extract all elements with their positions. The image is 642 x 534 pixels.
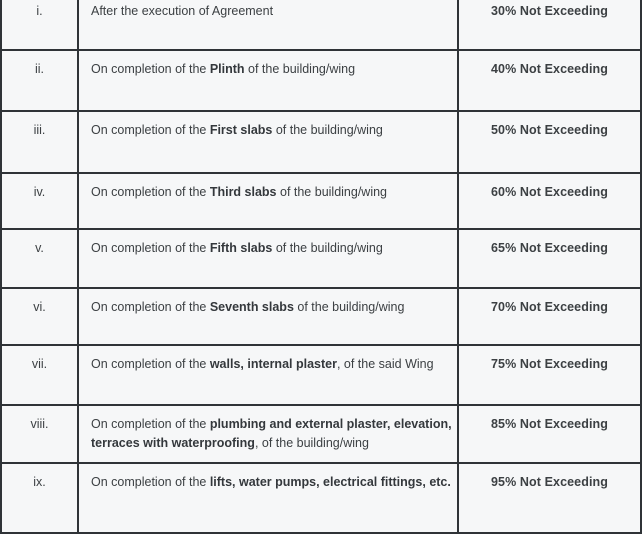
row-numeral: v.: [1, 229, 78, 288]
milestone-text: , of the building/wing: [254, 435, 369, 450]
table-row: [1, 173, 641, 229]
payment-percentage: 50% Not Exceeding: [458, 111, 641, 173]
table-row: [1, 288, 641, 345]
milestone-description: [78, 345, 458, 405]
table-row: [1, 111, 641, 173]
milestone-text: On completion of the: [91, 185, 210, 199]
milestone-bold-text: terraces with waterproofing: [91, 435, 255, 450]
milestone-text: of the building/wing: [272, 241, 383, 255]
milestone-description: [78, 405, 458, 463]
row-numeral: iv.: [1, 173, 78, 229]
table-row: [1, 463, 641, 533]
milestone-text: On completion of the: [91, 241, 210, 255]
payment-percentage: 70% Not Exceeding: [458, 288, 641, 345]
milestone-bold-text: Third slabs: [209, 185, 277, 199]
milestone-line: [91, 298, 453, 317]
milestone-text: On completion of the: [91, 300, 210, 314]
milestone-text: On completion of the: [91, 62, 210, 76]
milestone-line: [91, 355, 453, 374]
milestone-bold-text: First slabs: [209, 123, 273, 137]
milestone-line: [91, 434, 453, 453]
milestone-description: [78, 173, 458, 229]
milestone-line: [91, 473, 453, 492]
milestone-bold-text: lifts, water pumps, electrical fittings, etc.: [209, 475, 451, 489]
milestone-bold-text: Plinth: [209, 62, 245, 76]
milestone-text: On completion of the: [91, 357, 210, 371]
payment-percentage: 85% Not Exceeding: [458, 405, 641, 463]
milestone-text: of the building/wing: [272, 123, 383, 137]
milestone-bold-text: walls, internal plaster: [209, 357, 337, 371]
milestone-description: [78, 288, 458, 345]
milestone-line: [91, 121, 453, 140]
payment-percentage: 65% Not Exceeding: [458, 229, 641, 288]
payment-percentage: 40% Not Exceeding: [458, 50, 641, 111]
milestone-description: [78, 0, 458, 50]
payment-percentage: 75% Not Exceeding: [458, 345, 641, 405]
table-row: [1, 345, 641, 405]
milestone-text: On completion of the: [91, 123, 210, 137]
row-numeral: vii.: [1, 345, 78, 405]
table-row: [1, 405, 641, 463]
table-row: [1, 0, 641, 50]
milestone-text: After the execution of Agreement: [91, 4, 274, 18]
milestone-line: [91, 2, 453, 21]
row-numeral: iii.: [1, 111, 78, 173]
row-numeral: ii.: [1, 50, 78, 111]
milestone-bold-text: Fifth slabs: [209, 241, 273, 255]
milestone-line: [91, 60, 453, 79]
payment-percentage: 60% Not Exceeding: [458, 173, 641, 229]
row-numeral: i.: [1, 0, 78, 50]
milestone-line: [91, 239, 453, 258]
milestone-description: [78, 463, 458, 533]
milestone-text: of the building/wing: [293, 300, 405, 314]
milestone-text: of the building/wing: [244, 62, 356, 76]
milestone-bold-text: Seventh slabs: [209, 300, 294, 314]
milestone-text: On completion of the: [91, 417, 210, 431]
row-numeral: ix.: [1, 463, 78, 533]
milestone-description: [78, 229, 458, 288]
row-numeral: viii.: [1, 405, 78, 463]
milestone-bold-text: plumbing and external plaster, elevation,: [209, 417, 452, 431]
payment-percentage: 30% Not Exceeding: [458, 0, 641, 50]
milestone-line: [91, 415, 453, 434]
row-numeral: vi.: [1, 288, 78, 345]
milestone-text: of the building/wing: [276, 185, 388, 199]
milestone-text: , of the said Wing: [336, 357, 434, 371]
milestone-line: [91, 183, 453, 202]
milestone-description: [78, 111, 458, 173]
payment-percentage: 95% Not Exceeding: [458, 463, 641, 533]
table-row: [1, 50, 641, 111]
milestone-text: On completion of the: [91, 475, 210, 489]
table-row: [1, 229, 641, 288]
payment-schedule-rows: [1, 0, 641, 533]
milestone-description: [78, 50, 458, 111]
